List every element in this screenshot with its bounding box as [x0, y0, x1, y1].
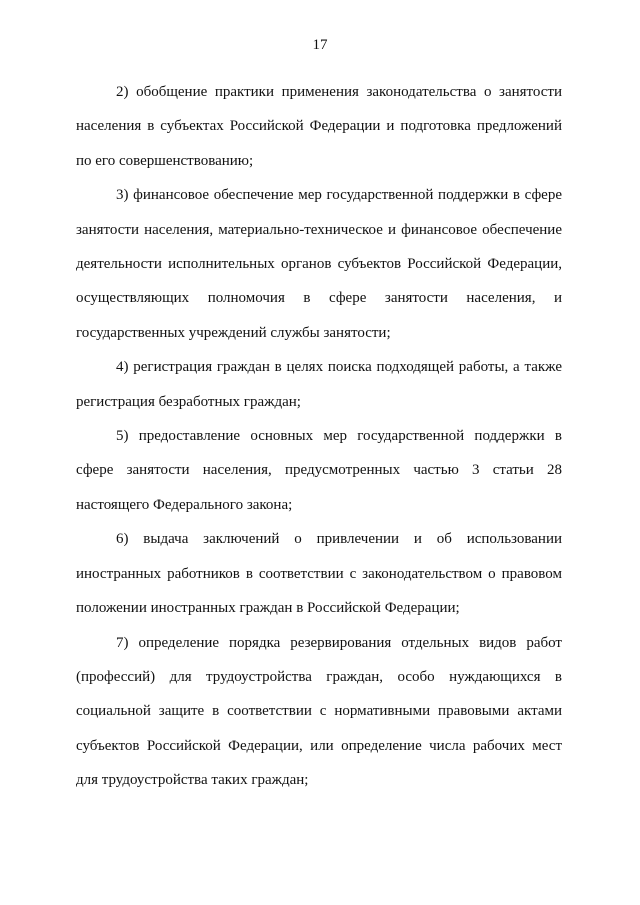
paragraph-item-2: 2) обобщение практики применения законодательства о занятости населения в субъектах Российской Федерации и подготовка предложений по его совершенствованию; [76, 84, 562, 169]
paragraph-item-4: 4) регистрация граждан в целях поиска подходящей работы, а также регистрация безработных граждан; [76, 359, 562, 410]
paragraph-item-7: 7) определение порядка резервирования отдельных видов работ (профессий) для трудоустройства граждан, особо нуждающихся в социальной защите в соответствии с нормативными правовыми актами субъектов Российской Федерации, или определение числа рабочих мест для трудоустройства таких граждан; [76, 634, 562, 789]
paragraph-item-6: 6) выдача заключений о привлечении и об использовании иностранных работников в соответствии с законодательством о правовом положении иностранных граждан в Российской Федерации; [76, 531, 562, 617]
document-body [76, 75, 562, 798]
paragraph-item-3: 3) финансовое обеспечение мер государственной поддержки в сфере занятости населения, материально-техническое и финансовое обеспечение деятельности исполнительных органов субъектов Российской Федерации, осуществляющих полномочия в сфере занятости населения, и государственных учреждений службы занятости; [76, 187, 562, 341]
paragraph-item-5: 5) предоставление основных мер государственной поддержки в сфере занятости населения, предусмотренных частью 3 статьи 28 настоящего Федерального закона; [76, 428, 562, 513]
page-number: 17 [312, 37, 328, 53]
